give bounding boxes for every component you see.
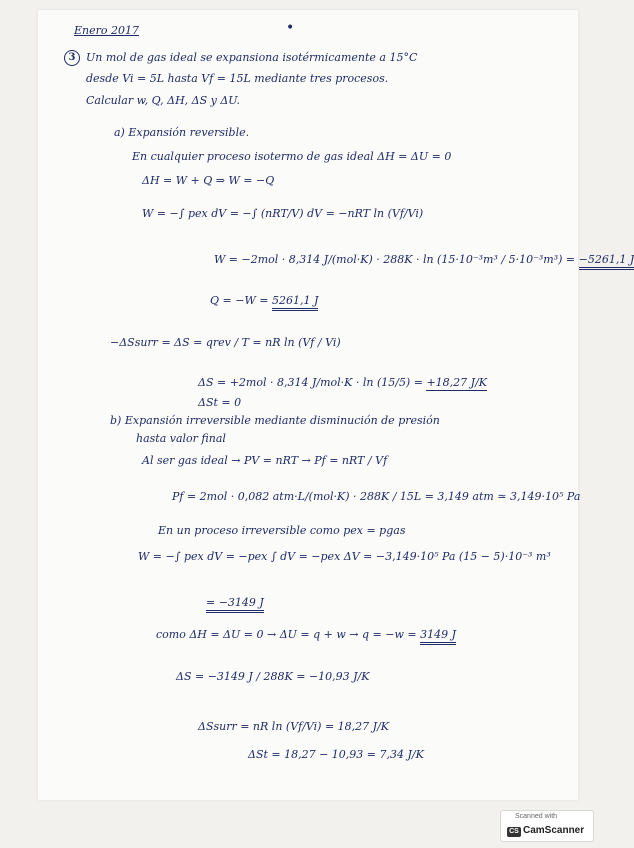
part-b-irreversible-note: En un proceso irreversible como pex = pgas bbox=[158, 524, 406, 537]
camscanner-badge bbox=[500, 810, 594, 842]
part-b-work-integral: W = −∫ pex dV = −pex ∫ dV = −pex ΔV = −3,149·10⁵ Pa (15 − 5)·10⁻³ m³ bbox=[138, 550, 551, 563]
problem-number: 3 bbox=[64, 50, 80, 66]
part-b-entropy: ΔS = −3149 J / 288K = −10,93 J/K bbox=[176, 670, 370, 683]
part-b-ideal-gas-line: Al ser gas ideal → PV = nRT → Pf = nRT / Vf bbox=[142, 454, 388, 467]
part-a-line-2: ΔH = W + Q ⇒ W = −Q bbox=[142, 174, 275, 187]
problem-statement-line-2: desde Vi = 5L hasta Vf = 15L mediante tres procesos. bbox=[86, 72, 389, 85]
part-b-heat-result: 3149 J bbox=[420, 628, 456, 645]
part-b-work-result: = −3149 J bbox=[206, 596, 264, 613]
part-b-heat-expression: como ΔH = ΔU = 0 → ΔU = q + w → q = −w = bbox=[156, 628, 421, 641]
camscanner-name: CamScanner bbox=[523, 825, 585, 836]
part-b-total-entropy: ΔSt = 18,27 − 10,93 = 7,34 J/K bbox=[248, 748, 424, 761]
camscanner-logo-icon: CS bbox=[507, 827, 521, 837]
scanned-with-label: Scanned with bbox=[515, 813, 558, 820]
part-a-heat bbox=[210, 294, 318, 307]
part-b-title: b) Expansión irreversible mediante disminución de presión bbox=[110, 414, 440, 427]
date-header: Enero 2017 bbox=[74, 24, 139, 37]
part-b-title-continued: hasta valor final bbox=[136, 432, 226, 445]
part-b-entropy-surroundings: ΔSsurr = nR ln (Vf/Vi) = 18,27 J/K bbox=[198, 720, 390, 733]
part-a-heat-result: 5261,1 J bbox=[272, 294, 318, 311]
part-a-heat-expression: Q = −W = bbox=[210, 294, 272, 307]
part-b-final-pressure: Pf = 2mol · 0,082 atm·L/(mol·K) · 288K / 15L = 3,149 atm ≃ 3,149·10⁵ Pa bbox=[172, 490, 581, 503]
part-a-entropy-calculation bbox=[198, 376, 487, 389]
part-b-heat bbox=[156, 628, 456, 641]
problem-statement-line-1: Un mol de gas ideal se expansiona isotérmicamente a 15°C bbox=[86, 51, 418, 64]
part-a-total-entropy: ΔSt = 0 bbox=[198, 396, 242, 409]
part-a-work-result: −5261,1 J bbox=[579, 253, 634, 270]
part-a-work-integral: W = −∫ pex dV = −∫ (nRT/V) dV = −nRT ln (Vf/Vi) bbox=[142, 207, 424, 220]
part-a-entropy-result: +18,27 J/K bbox=[426, 376, 487, 389]
part-a-title: a) Expansión reversible. bbox=[114, 126, 250, 139]
problem-statement-line-3: Calcular w, Q, ΔH, ΔS y ΔU. bbox=[86, 94, 241, 107]
ink-dot: • bbox=[286, 20, 295, 36]
part-a-line-1: En cualquier proceso isotermo de gas ideal ΔH = ΔU = 0 bbox=[132, 150, 452, 163]
part-a-entropy-expression: ΔS = +2mol · 8,314 J/mol·K · ln (15/5) = bbox=[198, 376, 423, 389]
part-a-work-calculation bbox=[214, 253, 634, 266]
part-a-work-expression: W = −2mol · 8,314 J/(mol·K) · 288K · ln (15·10⁻³m³ / 5·10⁻³m³) = bbox=[214, 253, 576, 266]
part-a-entropy-formula: −ΔSsurr = ΔS = qrev / T = nR ln (Vf / Vi) bbox=[110, 336, 341, 349]
scanned-page bbox=[38, 10, 634, 800]
